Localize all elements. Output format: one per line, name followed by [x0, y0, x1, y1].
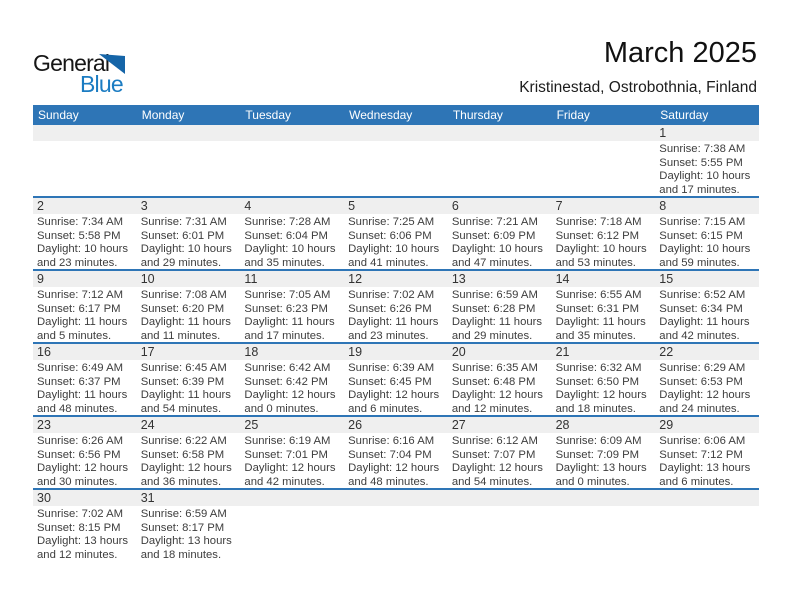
daylight-text: Daylight: 10 hours and 35 minutes. — [244, 243, 336, 269]
day-details — [655, 433, 759, 488]
sunrise-text: Sunrise: 6:16 AM — [348, 435, 435, 447]
weekday-header-sunday: Sunday — [38, 108, 79, 122]
title-block — [519, 38, 757, 97]
day-details — [33, 506, 137, 562]
day-number: 13 — [448, 271, 552, 287]
weekday-header-wednesday: Wednesday — [349, 108, 413, 122]
day-cell-23 — [33, 417, 137, 488]
day-details — [240, 214, 344, 269]
day-cell-8 — [655, 198, 759, 269]
day-number: 5 — [344, 198, 448, 214]
sunrise-text: Sunrise: 6:22 AM — [140, 435, 227, 447]
day-number: 10 — [137, 271, 241, 287]
sunrise-text: Sunrise: 7:02 AM — [37, 508, 124, 520]
day-number — [552, 490, 656, 506]
day-details — [448, 360, 552, 415]
weekday-header-tuesday: Tuesday — [245, 108, 292, 122]
sunset-text: Sunset: 6:09 PM — [451, 229, 536, 242]
page-subtitle: Kristinestad, Ostrobothnia, Finland — [519, 78, 757, 96]
day-number: 15 — [655, 271, 759, 287]
day-details — [552, 214, 656, 269]
sunrise-text: Sunrise: 7:25 AM — [348, 216, 435, 228]
day-cell-24 — [137, 417, 241, 488]
day-details — [448, 433, 552, 488]
day-cell-21 — [552, 344, 656, 415]
sunrise-text: Sunrise: 6:39 AM — [348, 362, 435, 374]
day-number: 25 — [240, 417, 344, 433]
weekday-header-thursday: Thursday — [452, 108, 503, 122]
sunrise-text: Sunrise: 7:21 AM — [451, 216, 538, 228]
day-number: 18 — [240, 344, 344, 360]
day-cell-11 — [240, 271, 344, 342]
daylight-text: Daylight: 11 hours and 42 minutes. — [659, 316, 750, 342]
logo-text-blue: Blue — [80, 71, 123, 97]
day-cell-17 — [137, 344, 241, 415]
day-cell-28 — [552, 417, 656, 488]
day-cell-19 — [344, 344, 448, 415]
day-number: 26 — [344, 417, 448, 433]
week-row-6 — [33, 490, 759, 563]
sunset-text: Sunset: 6:28 PM — [451, 302, 536, 315]
week-row-5 — [33, 417, 759, 490]
day-cell-12 — [344, 271, 448, 342]
day-number — [240, 125, 344, 141]
daylight-text: Daylight: 11 hours and 23 minutes. — [348, 316, 439, 342]
sunset-text: Sunset: 8:17 PM — [140, 521, 225, 534]
sunset-text: Sunset: 6:34 PM — [659, 302, 743, 315]
sunset-text: Sunset: 6:45 PM — [348, 375, 432, 388]
day-details — [33, 360, 137, 415]
day-number: 7 — [552, 198, 656, 214]
day-cell-2 — [33, 198, 137, 269]
day-number — [448, 125, 552, 141]
sunrise-text: Sunrise: 6:06 AM — [659, 435, 746, 447]
daylight-text: Daylight: 12 hours and 0 minutes. — [244, 389, 336, 415]
sunrise-text: Sunrise: 6:12 AM — [451, 435, 538, 447]
day-details — [344, 287, 448, 342]
day-cell-1 — [655, 125, 759, 196]
day-number: 16 — [33, 344, 137, 360]
day-number: 31 — [137, 490, 241, 506]
day-number — [240, 490, 344, 506]
day-cell-3 — [137, 198, 241, 269]
sunrise-text: Sunrise: 6:45 AM — [140, 362, 227, 374]
day-cell-4 — [240, 198, 344, 269]
sunrise-text: Sunrise: 7:34 AM — [37, 216, 124, 228]
day-number: 29 — [655, 417, 759, 433]
daylight-text: Daylight: 11 hours and 29 minutes. — [451, 316, 543, 342]
sunrise-text: Sunrise: 7:08 AM — [140, 289, 227, 301]
day-number: 23 — [33, 417, 137, 433]
day-number: 30 — [33, 490, 137, 506]
day-cell-7 — [552, 198, 656, 269]
daylight-text: Daylight: 13 hours and 6 minutes. — [659, 462, 751, 488]
day-details — [655, 360, 759, 415]
day-number — [33, 125, 137, 141]
day-number: 17 — [137, 344, 241, 360]
page-header — [0, 0, 792, 105]
sunset-text: Sunset: 7:01 PM — [244, 448, 328, 461]
day-cell-empty — [552, 490, 656, 563]
day-number: 2 — [33, 198, 137, 214]
day-details — [33, 214, 137, 269]
sunset-text: Sunset: 6:48 PM — [451, 375, 536, 388]
week-row-1 — [33, 125, 759, 198]
daylight-text: Daylight: 11 hours and 11 minutes. — [140, 316, 231, 342]
daylight-text: Daylight: 10 hours and 41 minutes. — [348, 243, 440, 269]
sunrise-text: Sunrise: 7:02 AM — [348, 289, 435, 301]
sunset-text: Sunset: 6:15 PM — [659, 229, 743, 242]
sunrise-text: Sunrise: 7:05 AM — [244, 289, 331, 301]
day-cell-16 — [33, 344, 137, 415]
daylight-text: Daylight: 12 hours and 54 minutes. — [451, 462, 543, 488]
daylight-text: Daylight: 12 hours and 24 minutes. — [659, 389, 751, 415]
sunset-text: Sunset: 6:26 PM — [348, 302, 432, 315]
day-cell-25 — [240, 417, 344, 488]
weekday-header-row — [33, 105, 759, 125]
week-row-2 — [33, 198, 759, 271]
sunset-text: Sunset: 6:06 PM — [348, 229, 432, 242]
day-cell-15 — [655, 271, 759, 342]
daylight-text: Daylight: 10 hours and 47 minutes. — [451, 243, 543, 269]
day-cell-10 — [137, 271, 241, 342]
sunrise-text: Sunrise: 7:31 AM — [140, 216, 227, 228]
day-number: 20 — [448, 344, 552, 360]
sunset-text: Sunset: 6:50 PM — [555, 375, 640, 388]
sunset-text: Sunset: 6:01 PM — [140, 229, 225, 242]
sunrise-text: Sunrise: 7:28 AM — [244, 216, 331, 228]
sunrise-text: Sunrise: 6:49 AM — [37, 362, 124, 374]
sunrise-text: Sunrise: 7:18 AM — [555, 216, 642, 228]
sunset-text: Sunset: 5:58 PM — [37, 229, 121, 242]
day-number: 11 — [240, 271, 344, 287]
sunset-text: Sunset: 6:20 PM — [140, 302, 225, 315]
day-cell-6 — [448, 198, 552, 269]
day-cell-27 — [448, 417, 552, 488]
day-number: 6 — [448, 198, 552, 214]
day-cell-31 — [137, 490, 241, 563]
sunrise-text: Sunrise: 6:09 AM — [555, 435, 642, 447]
sunrise-text: Sunrise: 6:59 AM — [451, 289, 538, 301]
sunset-text: Sunset: 6:12 PM — [555, 229, 640, 242]
sunset-text: Sunset: 6:37 PM — [37, 375, 121, 388]
sunset-text: Sunset: 5:55 PM — [659, 156, 743, 169]
day-details — [552, 360, 656, 415]
day-number: 19 — [344, 344, 448, 360]
day-details — [137, 214, 241, 269]
sunrise-text: Sunrise: 6:29 AM — [659, 362, 746, 374]
day-cell-empty — [552, 125, 656, 196]
sunrise-text: Sunrise: 6:42 AM — [244, 362, 331, 374]
sunset-text: Sunset: 6:17 PM — [37, 302, 121, 315]
daylight-text: Daylight: 11 hours and 35 minutes. — [555, 316, 646, 342]
daylight-text: Daylight: 10 hours and 17 minutes. — [659, 170, 751, 196]
weekday-header-saturday: Saturday — [660, 108, 709, 122]
day-cell-empty — [448, 490, 552, 563]
day-details — [33, 287, 137, 342]
day-details — [137, 506, 241, 562]
day-number: 1 — [655, 125, 759, 141]
sunrise-text: Sunrise: 6:26 AM — [37, 435, 124, 447]
day-number: 12 — [344, 271, 448, 287]
daylight-text: Daylight: 12 hours and 6 minutes. — [348, 389, 440, 415]
day-details — [240, 287, 344, 342]
day-details — [448, 214, 552, 269]
day-details — [344, 433, 448, 488]
sunset-text: Sunset: 7:12 PM — [659, 448, 743, 461]
week-row-3 — [33, 271, 759, 344]
sunrise-text: Sunrise: 6:52 AM — [659, 289, 746, 301]
daylight-text: Daylight: 10 hours and 53 minutes. — [555, 243, 647, 269]
daylight-text: Daylight: 13 hours and 18 minutes. — [140, 535, 232, 561]
day-cell-empty — [344, 490, 448, 563]
weekday-header-monday: Monday — [141, 108, 185, 122]
day-details — [552, 287, 656, 342]
day-details — [655, 287, 759, 342]
day-details — [240, 433, 344, 488]
day-cell-5 — [344, 198, 448, 269]
daylight-text: Daylight: 10 hours and 29 minutes. — [140, 243, 232, 269]
sunset-text: Sunset: 6:23 PM — [244, 302, 328, 315]
day-cell-30 — [33, 490, 137, 563]
sunrise-text: Sunrise: 6:19 AM — [244, 435, 331, 447]
day-details — [344, 214, 448, 269]
day-number — [552, 125, 656, 141]
sunset-text: Sunset: 6:53 PM — [659, 375, 743, 388]
day-cell-empty — [240, 125, 344, 196]
day-details — [655, 141, 759, 196]
sunrise-text: Sunrise: 6:59 AM — [140, 508, 227, 520]
sunset-text: Sunset: 7:04 PM — [348, 448, 432, 461]
sunset-text: Sunset: 8:15 PM — [37, 521, 121, 534]
daylight-text: Daylight: 12 hours and 12 minutes. — [451, 389, 543, 415]
sunset-text: Sunset: 7:09 PM — [555, 448, 640, 461]
daylight-text: Daylight: 13 hours and 0 minutes. — [555, 462, 647, 488]
day-cell-13 — [448, 271, 552, 342]
calendar-table — [33, 105, 759, 563]
day-details — [448, 287, 552, 342]
day-number — [137, 125, 241, 141]
general-blue-logo — [33, 50, 173, 100]
day-details — [240, 360, 344, 415]
day-cell-empty — [655, 490, 759, 563]
daylight-text: Daylight: 11 hours and 17 minutes. — [244, 316, 335, 342]
daylight-text: Daylight: 11 hours and 54 minutes. — [140, 389, 231, 415]
day-cell-9 — [33, 271, 137, 342]
day-cell-empty — [33, 125, 137, 196]
sunrise-text: Sunrise: 7:38 AM — [659, 143, 746, 155]
day-number — [344, 125, 448, 141]
page-title: March 2025 — [603, 37, 757, 69]
day-cell-empty — [240, 490, 344, 563]
daylight-text: Daylight: 10 hours and 23 minutes. — [37, 243, 129, 269]
day-number: 3 — [137, 198, 241, 214]
day-details — [137, 433, 241, 488]
daylight-text: Daylight: 12 hours and 30 minutes. — [37, 462, 129, 488]
day-details — [552, 433, 656, 488]
sunrise-text: Sunrise: 7:12 AM — [37, 289, 124, 301]
week-row-4 — [33, 344, 759, 417]
weekday-header-friday: Friday — [556, 108, 590, 122]
logo-text-general: General — [33, 50, 110, 76]
day-details — [137, 360, 241, 415]
day-cell-26 — [344, 417, 448, 488]
sunset-text: Sunset: 6:42 PM — [244, 375, 328, 388]
day-number: 22 — [655, 344, 759, 360]
sunset-text: Sunset: 6:31 PM — [555, 302, 640, 315]
daylight-text: Daylight: 12 hours and 48 minutes. — [348, 462, 440, 488]
day-cell-22 — [655, 344, 759, 415]
daylight-text: Daylight: 11 hours and 5 minutes. — [37, 316, 128, 342]
day-cell-empty — [344, 125, 448, 196]
daylight-text: Daylight: 12 hours and 36 minutes. — [140, 462, 232, 488]
sunset-text: Sunset: 6:56 PM — [37, 448, 121, 461]
day-number: 8 — [655, 198, 759, 214]
day-number: 4 — [240, 198, 344, 214]
day-number: 28 — [552, 417, 656, 433]
sunrise-text: Sunrise: 7:15 AM — [659, 216, 746, 228]
daylight-text: Daylight: 10 hours and 59 minutes. — [659, 243, 751, 269]
day-details — [655, 214, 759, 269]
day-details — [33, 433, 137, 488]
day-number — [448, 490, 552, 506]
day-cell-empty — [448, 125, 552, 196]
sunset-text: Sunset: 6:39 PM — [140, 375, 225, 388]
day-number: 21 — [552, 344, 656, 360]
daylight-text: Daylight: 13 hours and 12 minutes. — [37, 535, 129, 561]
sunrise-text: Sunrise: 6:35 AM — [451, 362, 538, 374]
day-number: 9 — [33, 271, 137, 287]
daylight-text: Daylight: 12 hours and 18 minutes. — [555, 389, 647, 415]
sunset-text: Sunset: 6:04 PM — [244, 229, 328, 242]
day-cell-20 — [448, 344, 552, 415]
sunset-text: Sunset: 6:58 PM — [140, 448, 225, 461]
sunset-text: Sunset: 7:07 PM — [451, 448, 536, 461]
sunrise-text: Sunrise: 6:32 AM — [555, 362, 642, 374]
calendar-body — [33, 125, 759, 563]
day-details — [137, 287, 241, 342]
day-cell-18 — [240, 344, 344, 415]
day-details — [344, 360, 448, 415]
day-number: 14 — [552, 271, 656, 287]
day-cell-14 — [552, 271, 656, 342]
daylight-text: Daylight: 11 hours and 48 minutes. — [37, 389, 128, 415]
day-cell-29 — [655, 417, 759, 488]
day-number — [655, 490, 759, 506]
day-cell-empty — [137, 125, 241, 196]
day-number: 24 — [137, 417, 241, 433]
day-number: 27 — [448, 417, 552, 433]
day-number — [344, 490, 448, 506]
daylight-text: Daylight: 12 hours and 42 minutes. — [244, 462, 336, 488]
sunrise-text: Sunrise: 6:55 AM — [555, 289, 642, 301]
